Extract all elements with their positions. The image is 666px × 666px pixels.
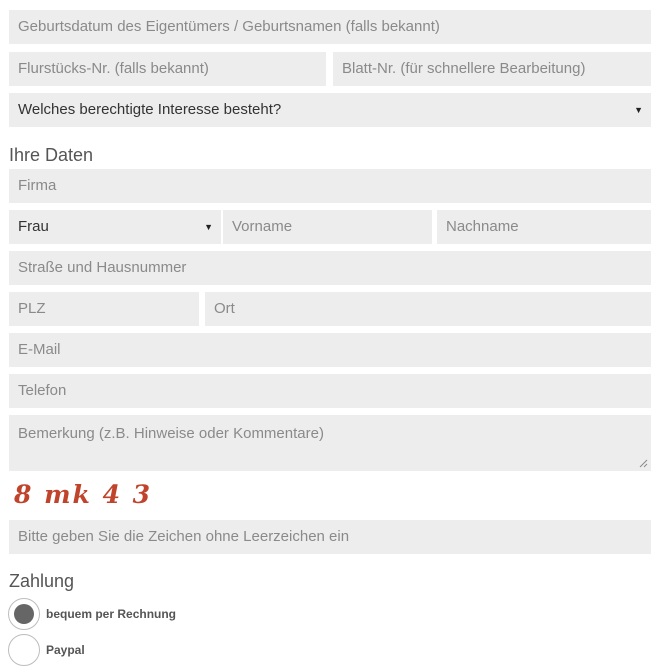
parcel-number-field[interactable]: [9, 52, 326, 86]
street-field[interactable]: [9, 251, 651, 285]
street-placeholder: Straße und Hausnummer: [18, 259, 187, 276]
payment-option-paypal[interactable]: [8, 634, 85, 666]
radio-selected[interactable]: [8, 598, 40, 630]
payment-option-invoice[interactable]: [8, 598, 176, 630]
birth-info-field[interactable]: [9, 10, 651, 44]
company-placeholder: Firma: [18, 177, 57, 194]
phone-field[interactable]: [9, 374, 651, 408]
firstname-field[interactable]: [223, 210, 432, 244]
chevron-down-icon: ▼: [204, 222, 213, 232]
sheet-number-field[interactable]: [333, 52, 651, 86]
zip-field[interactable]: [9, 292, 199, 326]
interest-select-value: Welches berechtigte Interesse besteht?: [18, 101, 282, 118]
lastname-field[interactable]: [437, 210, 651, 244]
city-field[interactable]: [205, 292, 651, 326]
remarks-placeholder: Bemerkung (z.B. Hinweise oder Kommentare): [18, 425, 324, 442]
zip-placeholder: PLZ: [18, 300, 46, 317]
salutation-select[interactable]: [9, 210, 221, 244]
chevron-down-icon: ▼: [634, 105, 643, 115]
captcha-image: 8 mk 4 3: [14, 480, 153, 509]
interest-select[interactable]: [9, 93, 651, 127]
salutation-value: Frau: [18, 218, 49, 235]
payment-option-label: Paypal: [46, 643, 85, 657]
your-data-heading: Ihre Daten: [9, 145, 94, 165]
remarks-textarea[interactable]: [9, 415, 651, 471]
captcha-input[interactable]: [9, 520, 651, 554]
radio-unselected[interactable]: [8, 634, 40, 666]
sheet-number-placeholder: Blatt-Nr. (für schnellere Bearbeitung): [342, 60, 586, 77]
radio-dot: [14, 604, 34, 624]
email-field[interactable]: [9, 333, 651, 367]
city-placeholder: Ort: [214, 300, 235, 317]
lastname-placeholder: Nachname: [446, 218, 519, 235]
payment-heading: Zahlung: [9, 571, 75, 591]
parcel-number-placeholder: Flurstücks-Nr. (falls bekannt): [18, 60, 209, 77]
email-placeholder: E-Mail: [18, 341, 61, 358]
birth-info-placeholder: Geburtsdatum des Eigentümers / Geburtsnamen (falls bekannt): [18, 18, 440, 35]
company-field[interactable]: [9, 169, 651, 203]
firstname-placeholder: Vorname: [232, 218, 293, 235]
resize-handle-icon[interactable]: [638, 458, 648, 468]
payment-option-label: bequem per Rechnung: [46, 607, 177, 621]
phone-placeholder: Telefon: [18, 382, 67, 399]
captcha-placeholder: Bitte geben Sie die Zeichen ohne Leerzeichen ein: [18, 528, 350, 545]
